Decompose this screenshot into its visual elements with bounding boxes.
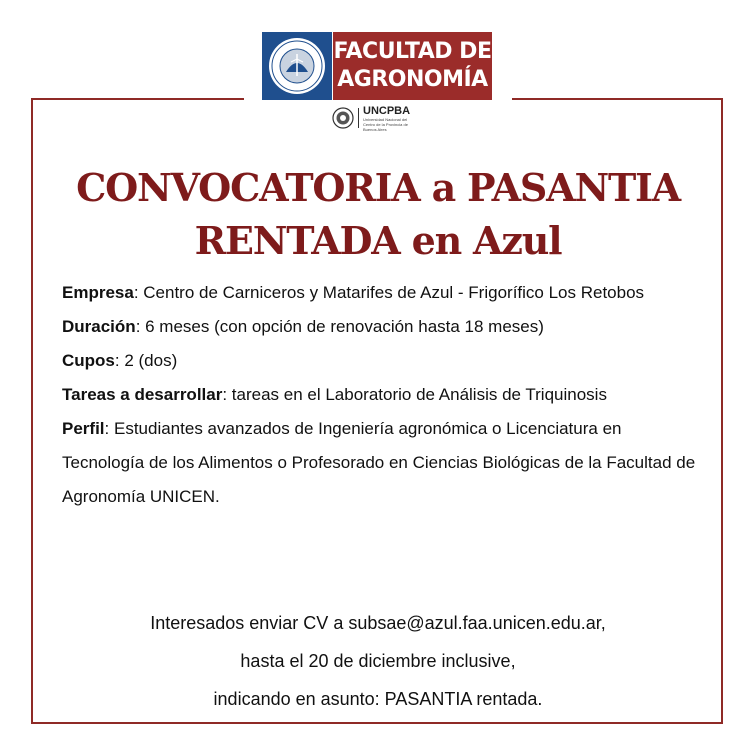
detail-empresa xyxy=(62,276,702,310)
detail-label: Cupos xyxy=(62,351,115,370)
detail-value: : tareas en el Laboratorio de Análisis de Triquinosis xyxy=(222,385,607,404)
detail-cupos xyxy=(62,344,702,378)
detail-value: : Estudiantes avanzados de Ingeniería agronómica o Licenciatura en Tecnología de los Alimentos o Profesorado en Ciencias Biológicas de la Facultad de Agronomía UNICEN. xyxy=(62,419,696,506)
faculty-logo xyxy=(333,32,492,100)
contact-line2: hasta el 20 de diciembre inclusive, xyxy=(240,651,516,671)
header-logos xyxy=(244,26,512,132)
detail-label: Tareas a desarrollar xyxy=(62,385,223,404)
detail-tareas xyxy=(62,378,702,412)
detail-value: : Centro de Carniceros y Matarifes de Azul - Frigorífico Los Retobos xyxy=(133,283,645,302)
university-logo xyxy=(332,106,419,130)
contact-section xyxy=(40,604,716,718)
detail-label: Perfil xyxy=(62,419,105,438)
detail-value: : 2 (dos) xyxy=(114,351,178,370)
faculty-seal-icon xyxy=(262,32,332,100)
logo-separator xyxy=(358,108,359,128)
detail-duracion xyxy=(62,310,702,344)
contact-line3: indicando en asunto: PASANTIA rentada. xyxy=(213,689,543,709)
detail-label: Empresa xyxy=(62,283,134,302)
faculty-name-line2: AGRONOMÍA xyxy=(337,67,488,92)
university-full-name: Universidad Nacional del Centro de la Provincia de Buenos Aires xyxy=(363,116,408,132)
university-name: UNCPBA xyxy=(363,104,411,117)
contact-line1: Interesados enviar CV a subsae@azul.faa.unicen.edu.ar, xyxy=(150,613,606,633)
details-section xyxy=(62,276,702,514)
faculty-name-line1: FACULTAD DE xyxy=(333,39,492,64)
detail-label: Duración xyxy=(62,317,136,336)
university-emblem-icon xyxy=(332,107,354,129)
detail-perfil xyxy=(62,412,702,514)
title-line2: RENTADA en Azul xyxy=(194,218,562,263)
title-line1: CONVOCATORIA a PASANTIA xyxy=(76,165,680,210)
detail-value: : 6 meses (con opción de renovación hasta 18 meses) xyxy=(135,317,544,336)
